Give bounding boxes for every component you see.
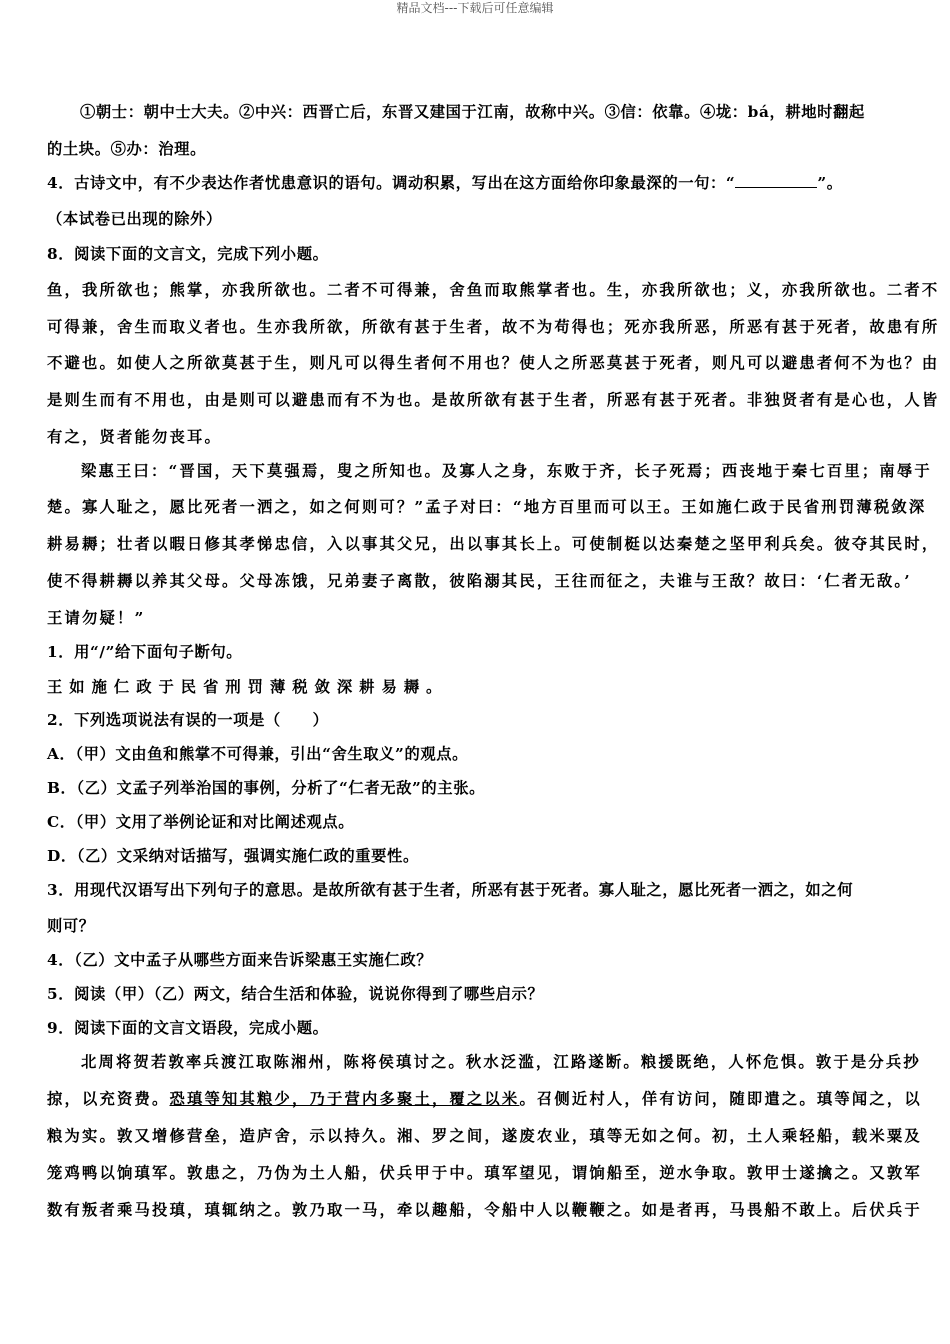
sub-question-1-title: 1．用“/”给下面句子断句。: [47, 643, 243, 661]
sub-question-3-line: 则可？: [47, 917, 95, 935]
passage-b-line: 梁惠王曰：“晋国，天下莫强焉，叟之所知也。及寡人之身，东败于齐，长子死焉；西丧地于秦七百里；南辱于: [81, 462, 932, 480]
passage-c-line: 粮为实。敦又增修营垒，造庐舍，示以持久。湘、罗之间，遂废农业，瑱等无如之何。初，土人乘轻船，载米粟及: [47, 1127, 922, 1145]
page-header: 精品文档---下载后可任意编辑: [396, 1, 554, 15]
sub-question-1-text: 王如施仁政于民省刑罚薄税敛深耕易耨。: [47, 678, 449, 696]
footnote-line: 的土块。⑤办：治理。: [47, 140, 206, 158]
passage-c-line: 北周将贺若敦率兵渡江取陈湘州，陈将侯瑱讨之。秋水泛滥，江路遂断。粮援既绝，人怀危惧。敦于是分兵抄: [81, 1053, 921, 1071]
passage-a-line: 鱼，我所欲也；熊掌，亦我所欲也。二者不可得兼，舍鱼而取熊掌者也。生，亦我所欲也；义，亦我所欲也。二者不: [47, 281, 940, 299]
passage-a-line: 是则生而有不用也，由是则可以避患而有不为也。是故所欲有甚于生者，所恶有甚于死者。非独贤者有是心也，人皆: [47, 391, 940, 409]
passage-c-line: 数有叛者乘马投瑱，瑱辄纳之。敦乃取一马，牵以趣船，令船中人以鞭鞭之。如是者再，马畏船不敢上。后伏兵于: [47, 1201, 922, 1219]
passage-c-text: 。召侧近村人，佯有访问，随即遣之。瑱等闻之，以: [519, 1090, 922, 1108]
question-4: [47, 172, 843, 194]
sub-question-4: 4．（乙）文中孟子从哪些方面来告诉梁惠王实施仁政？: [47, 951, 433, 969]
question-8-title: 8．阅读下面的文言文，完成下列小题。: [47, 245, 329, 263]
question-4-suffix: ”。: [817, 174, 843, 192]
option-a[interactable]: A．（甲）文由鱼和熊掌不可得兼，引出“舍生取义”的观点。: [47, 745, 469, 763]
option-d[interactable]: D．（乙）文采纳对话描写，强调实施仁政的重要性。: [47, 847, 419, 865]
sub-question-2-title: 2．下列选项说法有误的一项是（ ）: [47, 711, 329, 729]
passage-b-line: 耕易耨；壮者以暇日修其孝悌忠信，入以事其父兄，出以事其长上。可使制梃以达秦楚之坚甲利兵矣。彼夺其民时，: [47, 535, 940, 553]
question-4-prefix: 4．古诗文中，有不少表达作者忧患意识的语句。调动积累，写出在这方面给你印象最深的一句：“: [47, 174, 736, 192]
passage-b-line: 楚。寡人耻之，愿比死者一洒之，如之何则可？”孟子对曰：“地方百里而可以王。王如施仁政于民省刑罚薄税敛深: [47, 498, 927, 516]
passage-a-line: 可得兼，舍生而取义者也。生亦我所欲，所欲有甚于生者，故不为苟得也；死亦我所恶，所恶有甚于死者，故患有所: [47, 318, 940, 336]
question-9-title: 9．阅读下面的文言文语段，完成小题。: [47, 1019, 329, 1037]
answer-blank[interactable]: [735, 173, 817, 188]
passage-b-line: 王请勿疑！”: [47, 609, 146, 627]
sub-question-5: 5．阅读（甲）（乙）两文，结合生活和体验，说说你得到了哪些启示？: [47, 985, 544, 1003]
passage-c-line: [47, 1088, 922, 1110]
option-c[interactable]: C．（甲）文用了举例论证和对比阐述观点。: [47, 813, 355, 831]
sub-question-3-line: 3．用现代汉语写出下列句子的意思。是故所欲有甚于生者，所恶有甚于死者。寡人耻之，愿比死者一洒之，如之何: [47, 881, 854, 899]
question-4-note: （本试卷已出现的除外）: [47, 210, 222, 228]
option-b[interactable]: B．（乙）文孟子列举治国的事例，分析了“仁者无敌”的主张。: [47, 779, 485, 797]
footnote-line: ①朝士：朝中士大夫。②中兴：西晋亡后，东晋又建国于江南，故称中兴。③信：依靠。④垅：bá，耕地时翻起: [80, 103, 865, 121]
passage-c-text: 掠，以充资费。: [47, 1090, 170, 1108]
passage-a-line: 不避也。如使人之所欲莫甚于生，则凡可以得生者何不用也？使人之所恶莫甚于死者，则凡可以避患者何不为也？由: [47, 354, 940, 372]
passage-c-line: 笼鸡鸭以饷瑱军。敦患之，乃伪为土人船，伏兵甲于中。瑱军望见，谓饷船至，逆水争取。敦甲士遂擒之。又敦军: [47, 1164, 922, 1182]
passage-b-line: 使不得耕耨以养其父母。父母冻饿，兄弟妻子离散，彼陷溺其民，王往而征之，夫谁与王敌？故曰：‘仁者无敌。’: [47, 572, 912, 590]
passage-a-line: 有之，贤者能勿丧耳。: [47, 428, 222, 446]
underlined-sentence: 恐瑱等知其粮少，乃于营内多聚土，覆之以米: [169, 1090, 520, 1108]
